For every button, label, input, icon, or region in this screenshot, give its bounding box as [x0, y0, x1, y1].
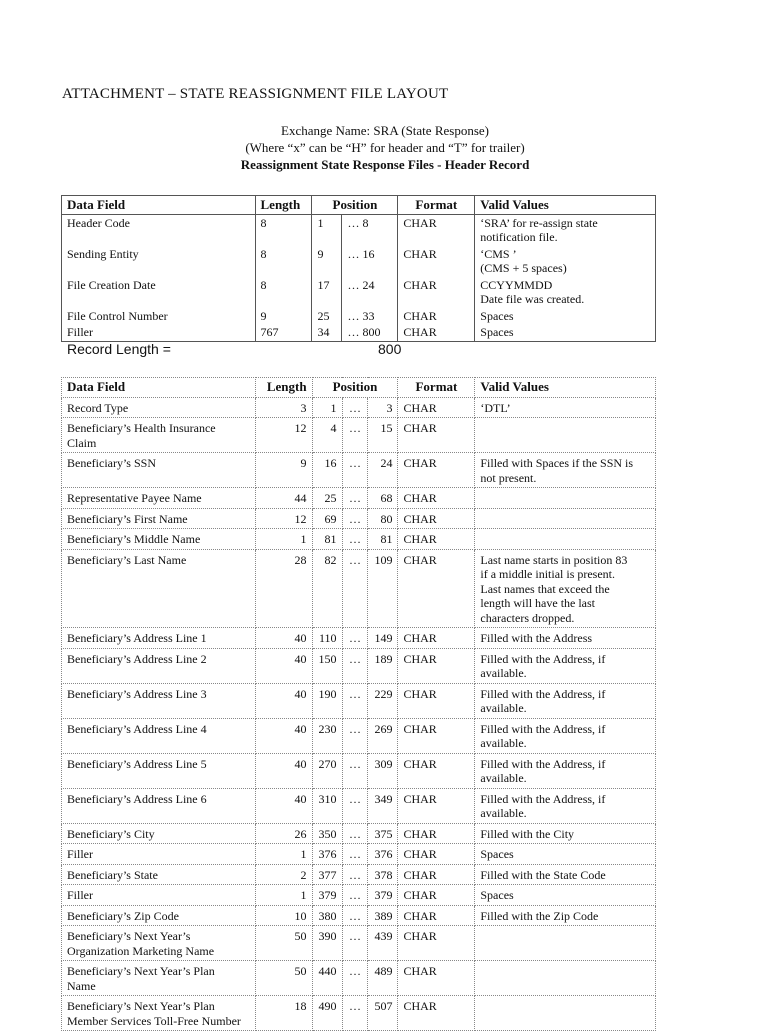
valid-values-cell	[475, 277, 656, 308]
length-cell: 9	[255, 308, 312, 325]
valid-value-line: ‘SRA’ for re-assign state	[480, 215, 598, 230]
position-end-cell: 3	[368, 397, 398, 418]
valid-values-cell	[475, 453, 656, 488]
format-cell: CHAR	[398, 753, 475, 788]
ellipsis-cell: …	[342, 788, 368, 823]
format-cell: CHAR	[398, 418, 475, 453]
detail-table-column-row	[62, 378, 656, 398]
position-start-cell: 270	[312, 753, 342, 788]
data-field-line: Beneficiary’s Address Line 2	[67, 651, 207, 666]
format-cell: CHAR	[398, 453, 475, 488]
data-field-cell	[62, 648, 256, 683]
length-cell: 40	[255, 718, 312, 753]
position-start-cell: 380	[312, 905, 342, 926]
detail-record-table	[61, 377, 656, 1031]
position-start-cell: 17	[312, 277, 342, 308]
valid-value-line: Spaces	[480, 847, 514, 861]
position-end-cell: 349	[368, 788, 398, 823]
format-cell: CHAR	[398, 508, 475, 529]
position-end: 8	[362, 215, 369, 230]
detail-row	[62, 885, 656, 906]
data-field-line: Beneficiary’s First Name	[67, 511, 188, 526]
valid-value-line: Date file was created.	[480, 292, 585, 306]
valid-values-cell	[475, 718, 656, 753]
position-end-cell: 309	[368, 753, 398, 788]
data-field-cell: File Control Number	[67, 308, 168, 323]
valid-values-cell	[475, 214, 656, 246]
position-start-cell: 440	[312, 961, 342, 996]
position-start-cell: 377	[312, 864, 342, 885]
detail-row	[62, 844, 656, 865]
data-field-line: Beneficiary’s Address Line 1	[67, 631, 207, 645]
valid-value-line: available.	[480, 736, 527, 750]
valid-value-line: if a middle initial is present.	[480, 567, 616, 581]
valid-value-line: Filled with Spaces if the SSN is	[480, 456, 634, 470]
detail-row	[62, 905, 656, 926]
position-end-cell	[342, 246, 398, 277]
length-cell: 1	[255, 529, 312, 550]
valid-values-cell	[475, 308, 656, 325]
position-end-cell: 80	[368, 508, 398, 529]
length-cell: 28	[255, 549, 312, 628]
detail-row	[62, 926, 656, 961]
header-trailer-note: (Where “x” can be “H” for header and “T” for trailer)	[245, 140, 525, 155]
data-field-line: Beneficiary’s Address Line 5	[67, 756, 207, 771]
position-end-cell: 376	[368, 844, 398, 865]
valid-values-cell	[475, 488, 656, 509]
format-cell: CHAR	[398, 844, 475, 865]
data-field-cell	[62, 418, 256, 453]
valid-value-line: Filled with the Address, if	[480, 721, 606, 736]
valid-values-cell	[475, 753, 656, 788]
position-end-cell: 229	[368, 683, 398, 718]
length-cell: 8	[255, 246, 312, 277]
valid-values-cell	[475, 823, 656, 844]
ellipsis-cell: …	[342, 397, 368, 418]
ellipsis: …	[347, 325, 360, 339]
valid-value-line: Filled with the City	[480, 826, 575, 841]
format-cell: CHAR	[398, 788, 475, 823]
data-field-cell	[62, 508, 256, 529]
position-end-cell	[342, 277, 398, 308]
valid-value-line: Filled with the Zip Code	[480, 908, 599, 923]
valid-value-line: Filled with the Address, if	[480, 791, 606, 806]
header-row	[62, 308, 656, 325]
column-header-position: Position	[312, 196, 398, 215]
header-row	[62, 246, 656, 277]
length-cell: 1	[255, 885, 312, 906]
header-record-heading: Reassignment State Response Files - Header Record	[240, 157, 530, 172]
data-field-cell	[62, 823, 256, 844]
data-field-line: Member Services Toll-Free Number	[67, 1013, 241, 1028]
valid-value-line: Filled with the State Code	[480, 867, 606, 882]
position-start-cell: 230	[312, 718, 342, 753]
data-field-line: Beneficiary’s Address Line 6	[67, 791, 207, 806]
length-cell: 1	[255, 844, 312, 865]
length-cell: 44	[255, 488, 312, 509]
data-field-cell	[62, 864, 256, 885]
position-end-cell	[342, 308, 398, 325]
position-end-cell: 15	[368, 418, 398, 453]
valid-value-line: Spaces	[480, 888, 514, 902]
position-start-cell: 310	[312, 788, 342, 823]
valid-value-line: available.	[480, 771, 527, 785]
column-header-length: Length	[255, 378, 312, 398]
format-cell: CHAR	[398, 926, 475, 961]
position-end: 24	[362, 277, 375, 292]
format-cell: CHAR	[398, 996, 475, 1031]
valid-values-cell	[475, 683, 656, 718]
valid-values-cell	[475, 648, 656, 683]
data-field-line: Beneficiary’s Middle Name	[67, 532, 201, 546]
valid-value-line: Filled with the Address	[480, 631, 593, 645]
length-cell: 50	[255, 961, 312, 996]
header-table-column-row	[62, 196, 656, 215]
position-start-cell: 4	[312, 418, 342, 453]
data-field-line: Beneficiary’s Next Year’s Plan	[67, 999, 215, 1013]
data-field-line: Beneficiary’s Zip Code	[67, 908, 179, 923]
detail-row	[62, 418, 656, 453]
data-field-cell	[62, 844, 256, 865]
position-end-cell: 269	[368, 718, 398, 753]
header-row	[62, 277, 656, 308]
length-cell: 8	[255, 277, 312, 308]
length-cell: 40	[255, 788, 312, 823]
valid-values-cell	[475, 905, 656, 926]
data-field-line: Beneficiary’s City	[67, 826, 155, 841]
valid-values-cell	[475, 549, 656, 628]
detail-row	[62, 718, 656, 753]
data-field-cell: Header Code	[67, 215, 130, 230]
ellipsis-cell: …	[342, 753, 368, 788]
document-title: ATTACHMENT – STATE REASSIGNMENT FILE LAYOUT	[62, 86, 449, 102]
valid-values-cell	[475, 628, 656, 649]
position-end-cell: 81	[368, 529, 398, 550]
ellipsis-cell: …	[342, 508, 368, 529]
data-field-line: Beneficiary’s Next Year’s Plan	[67, 964, 215, 978]
ellipsis-cell: …	[342, 488, 368, 509]
valid-value-line: ‘CMS ’	[480, 246, 517, 261]
valid-values-cell	[475, 885, 656, 906]
format-cell: CHAR	[398, 214, 475, 246]
valid-value-line: available.	[480, 701, 527, 715]
position-end-cell: 378	[368, 864, 398, 885]
position-start-cell: 376	[312, 844, 342, 865]
position-start-cell: 110	[312, 628, 342, 649]
valid-values-cell	[475, 844, 656, 865]
data-field-cell	[62, 961, 256, 996]
data-field-line: Representative Payee Name	[67, 491, 202, 505]
valid-value-line: ‘DTL’	[480, 400, 511, 415]
column-header-length: Length	[255, 196, 312, 215]
format-cell: CHAR	[398, 549, 475, 628]
ellipsis-cell: …	[342, 844, 368, 865]
length-cell: 767	[255, 324, 312, 341]
length-cell: 50	[255, 926, 312, 961]
valid-values-cell	[475, 926, 656, 961]
valid-value-line: notification file.	[480, 230, 558, 244]
length-cell: 40	[255, 753, 312, 788]
detail-row	[62, 648, 656, 683]
position-end-cell: 379	[368, 885, 398, 906]
data-field-line: Beneficiary’s SSN	[67, 456, 156, 470]
position-start-cell: 490	[312, 996, 342, 1031]
detail-row	[62, 864, 656, 885]
valid-value-line: CCYYMMDD	[480, 277, 553, 292]
detail-row	[62, 961, 656, 996]
position-start-cell: 69	[312, 508, 342, 529]
length-cell: 8	[255, 214, 312, 246]
format-cell: CHAR	[398, 961, 475, 996]
header-row	[62, 324, 656, 341]
column-header-format: Format	[398, 196, 475, 215]
format-cell: CHAR	[398, 529, 475, 550]
valid-value-line: available.	[480, 666, 527, 680]
data-field-cell	[62, 549, 256, 628]
data-field-line: Beneficiary’s Address Line 4	[67, 721, 207, 736]
position-end-cell: 489	[368, 961, 398, 996]
record-length-label: Record Length =	[67, 341, 171, 357]
position-end-cell	[342, 324, 398, 341]
position-start-cell: 1	[312, 214, 342, 246]
valid-value-line: characters dropped.	[480, 610, 575, 625]
format-cell: CHAR	[398, 905, 475, 926]
length-cell: 26	[255, 823, 312, 844]
position-start-cell: 16	[312, 453, 342, 488]
valid-value-line: not present.	[480, 470, 537, 485]
detail-row	[62, 683, 656, 718]
detail-row	[62, 508, 656, 529]
length-cell: 2	[255, 864, 312, 885]
data-field-cell	[62, 529, 256, 550]
detail-row	[62, 453, 656, 488]
valid-values-cell	[475, 961, 656, 996]
position-end-cell: 389	[368, 905, 398, 926]
data-field-cell: Sending Entity	[67, 246, 139, 261]
format-cell: CHAR	[398, 864, 475, 885]
ellipsis-cell: …	[342, 961, 368, 996]
valid-values-cell	[475, 508, 656, 529]
ellipsis-cell: …	[342, 549, 368, 628]
data-field-line: Organization Marketing Name	[67, 943, 215, 958]
ellipsis-cell: …	[342, 926, 368, 961]
column-header-data-field: Data Field	[67, 197, 126, 212]
detail-row	[62, 397, 656, 418]
position-end: 800	[362, 325, 381, 339]
ellipsis-cell: …	[342, 529, 368, 550]
header-row	[62, 214, 656, 246]
ellipsis-cell: …	[342, 648, 368, 683]
valid-value-line: Filled with the Address, if	[480, 651, 606, 666]
data-field-line: Name	[67, 978, 96, 993]
data-field-cell	[62, 397, 256, 418]
data-field-line: Beneficiary’s Next Year’s	[67, 929, 191, 943]
position-end-cell: 24	[368, 453, 398, 488]
position-start-cell: 190	[312, 683, 342, 718]
column-header-position: Position	[312, 378, 398, 398]
ellipsis-cell: …	[342, 683, 368, 718]
data-field-cell	[62, 453, 256, 488]
valid-values-cell	[475, 788, 656, 823]
detail-row	[62, 996, 656, 1031]
position-end: 33	[362, 308, 375, 323]
length-cell: 40	[255, 628, 312, 649]
format-cell: CHAR	[398, 488, 475, 509]
length-cell: 40	[255, 648, 312, 683]
format-cell: CHAR	[398, 628, 475, 649]
valid-values-cell	[475, 324, 656, 341]
data-field-cell	[62, 718, 256, 753]
valid-values-cell	[475, 246, 656, 277]
data-field-cell	[62, 926, 256, 961]
format-cell: CHAR	[398, 823, 475, 844]
ellipsis-cell: …	[342, 418, 368, 453]
valid-value-line: available.	[480, 806, 527, 820]
position-start-cell: 1	[312, 397, 342, 418]
valid-values-cell	[475, 418, 656, 453]
detail-row	[62, 788, 656, 823]
length-cell: 10	[255, 905, 312, 926]
format-cell: CHAR	[398, 277, 475, 308]
data-field-line: Filler	[67, 847, 93, 861]
ellipsis-cell: …	[342, 996, 368, 1031]
valid-value-line: length will have the last	[480, 596, 596, 610]
length-cell: 9	[255, 453, 312, 488]
detail-row	[62, 488, 656, 509]
position-start-cell: 9	[312, 246, 342, 277]
detail-row	[62, 823, 656, 844]
valid-values-cell	[475, 996, 656, 1031]
data-field-line: Beneficiary’s State	[67, 867, 158, 882]
detail-row	[62, 628, 656, 649]
data-field-line: Filler	[67, 888, 93, 902]
position-end-cell: 375	[368, 823, 398, 844]
format-cell: CHAR	[398, 885, 475, 906]
ellipsis-cell: …	[342, 628, 368, 649]
ellipsis-cell: …	[342, 823, 368, 844]
position-end-cell: 507	[368, 996, 398, 1031]
format-cell: CHAR	[398, 324, 475, 341]
position-start-cell: 82	[312, 549, 342, 628]
valid-value-line: Filled with the Address, if	[480, 686, 606, 701]
data-field-cell	[62, 628, 256, 649]
data-field-line: Beneficiary’s Health Insurance	[67, 421, 216, 435]
ellipsis: …	[347, 277, 360, 292]
position-start-cell: 150	[312, 648, 342, 683]
header-record-table	[61, 195, 656, 342]
data-field-cell: File Creation Date	[67, 277, 156, 292]
valid-values-cell	[475, 864, 656, 885]
exchange-name-line: Exchange Name: SRA (State Response)	[281, 123, 489, 138]
detail-row	[62, 529, 656, 550]
data-field-cell	[62, 885, 256, 906]
position-start-cell: 25	[312, 488, 342, 509]
valid-value-line: Last names that exceed the	[480, 581, 610, 596]
length-cell: 12	[255, 418, 312, 453]
data-field-cell	[62, 753, 256, 788]
data-field-cell	[62, 996, 256, 1031]
position-start-cell: 81	[312, 529, 342, 550]
column-header-data-field: Data Field	[62, 378, 256, 398]
data-field-cell	[62, 905, 256, 926]
position-start-cell: 34	[312, 324, 342, 341]
length-cell: 3	[255, 397, 312, 418]
column-header-valid-values: Valid Values	[475, 196, 656, 215]
format-cell: CHAR	[398, 246, 475, 277]
format-cell: CHAR	[398, 718, 475, 753]
ellipsis: …	[347, 246, 360, 261]
ellipsis-cell: …	[342, 885, 368, 906]
position-end-cell: 109	[368, 549, 398, 628]
format-cell: CHAR	[398, 648, 475, 683]
ellipsis-cell: …	[342, 453, 368, 488]
data-field-line: Claim	[67, 435, 97, 450]
format-cell: CHAR	[398, 683, 475, 718]
valid-values-cell	[475, 529, 656, 550]
ellipsis-cell: …	[342, 905, 368, 926]
data-field-cell	[62, 683, 256, 718]
data-field-cell	[62, 788, 256, 823]
ellipsis: …	[347, 308, 360, 323]
length-cell: 18	[255, 996, 312, 1031]
position-start-cell: 25	[312, 308, 342, 325]
position-start-cell: 390	[312, 926, 342, 961]
position-end: 16	[362, 246, 375, 261]
position-end-cell	[342, 214, 398, 246]
valid-values-cell	[475, 397, 656, 418]
position-end-cell: 68	[368, 488, 398, 509]
detail-row	[62, 753, 656, 788]
position-end-cell: 149	[368, 628, 398, 649]
valid-value-line: Last name starts in position 83	[480, 552, 628, 567]
valid-value-line: Spaces	[480, 308, 514, 323]
length-cell: 40	[255, 683, 312, 718]
data-field-cell	[62, 488, 256, 509]
ellipsis: …	[347, 215, 360, 230]
data-field-line: Record Type	[67, 400, 129, 415]
column-header-format: Format	[398, 378, 475, 398]
position-start-cell: 379	[312, 885, 342, 906]
valid-value-line: (CMS + 5 spaces)	[480, 261, 567, 275]
position-start-cell: 350	[312, 823, 342, 844]
detail-row	[62, 549, 656, 628]
data-field-cell: Filler	[67, 325, 93, 339]
position-end-cell: 189	[368, 648, 398, 683]
ellipsis-cell: …	[342, 864, 368, 885]
record-length-value: 800	[378, 341, 402, 357]
format-cell: CHAR	[398, 308, 475, 325]
format-cell: CHAR	[398, 397, 475, 418]
valid-value-line: Spaces	[480, 325, 514, 339]
valid-value-line: Filled with the Address, if	[480, 756, 606, 771]
ellipsis-cell: …	[342, 718, 368, 753]
data-field-line: Beneficiary’s Address Line 3	[67, 686, 207, 701]
length-cell: 12	[255, 508, 312, 529]
data-field-line: Beneficiary’s Last Name	[67, 552, 187, 567]
position-end-cell: 439	[368, 926, 398, 961]
column-header-valid-values: Valid Values	[475, 378, 656, 398]
